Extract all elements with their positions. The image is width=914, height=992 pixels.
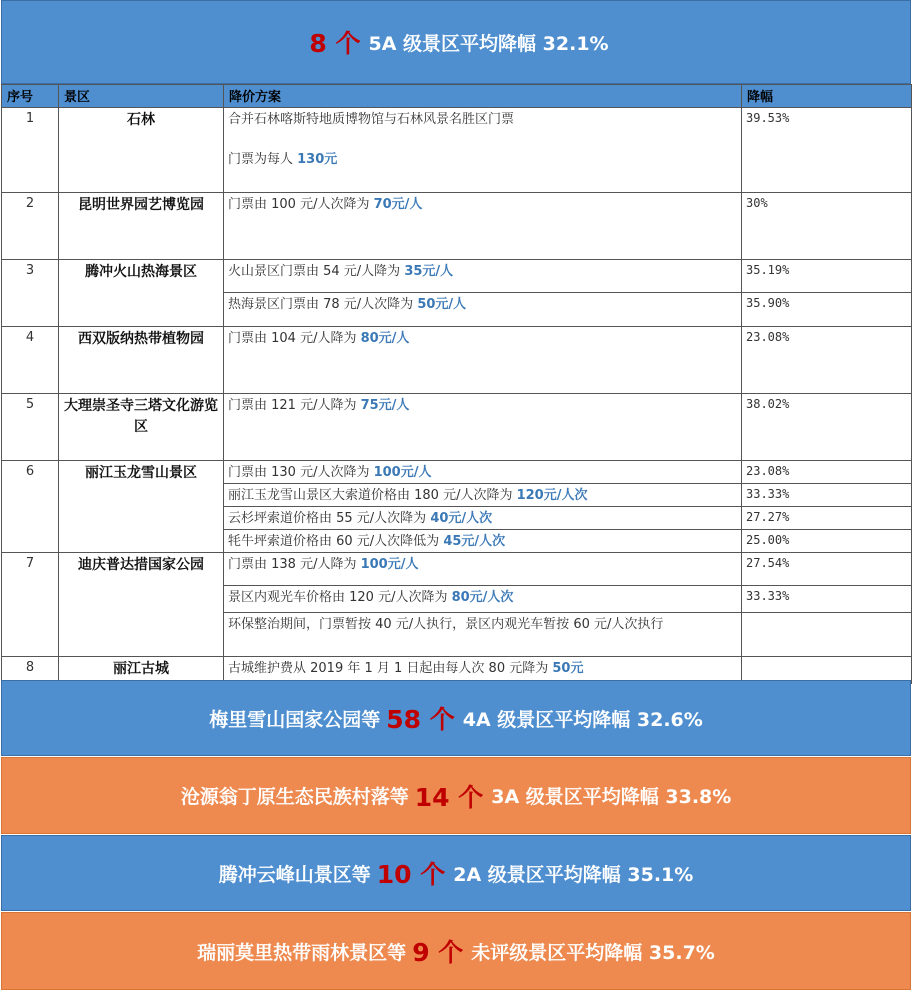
plan-text: 古城维护费从 2019 年 1 月 1 日起由每人次 80 元降为 [228, 661, 553, 676]
plan-cell [224, 108, 742, 193]
plan-cell: 环保整治期间，门票暂按 40 元/人执行，景区内观光车暂按 60 元/人次执行 [224, 613, 742, 657]
plan-text: 丽江玉龙雪山景区大索道价格由 180 元/人次降为 [228, 488, 517, 503]
row-index: 2 [2, 193, 59, 260]
scenic-name: 西双版纳热带植物园 [59, 327, 224, 394]
summary-banner-2a [1, 835, 911, 911]
plan-text: 景区内观光车价格由 120 元/人次降为 [228, 590, 452, 605]
rate-cell: 23.08% [742, 461, 912, 484]
plan-line: 合并石林喀斯特地质博物馆与石林风景名胜区门票 [228, 112, 515, 127]
banner-count: 10 个 [376, 860, 446, 889]
banner-count: 8 个 [309, 29, 361, 58]
plan-text: 门票由 100 元/人次降为 [228, 197, 374, 212]
banner-text: 腾冲云峰山景区等 [218, 863, 371, 886]
banner-text: 2A 级景区平均降幅 35.1% [453, 863, 694, 886]
table-row [2, 553, 912, 586]
new-price: 100元/人 [373, 465, 432, 480]
new-price: 40元/人次 [430, 511, 493, 526]
rate-cell: 27.27% [742, 507, 912, 530]
new-price: 50元/人 [417, 297, 467, 312]
rate-cell: 27.54% [742, 553, 912, 586]
table-row [2, 327, 912, 394]
plan-cell [224, 193, 742, 260]
plan-cell [224, 530, 742, 553]
new-price: 80元/人 [360, 331, 410, 346]
summary-banner-3a [1, 757, 911, 834]
rate-cell: 38.02% [742, 394, 912, 461]
plan-cell [224, 507, 742, 530]
scenic-name: 大理崇圣寺三塔文化游览区 [59, 394, 224, 461]
plan-cell [224, 461, 742, 484]
scenic-name: 迪庆普达措国家公园 [59, 553, 224, 657]
rate-cell: 33.33% [742, 484, 912, 507]
new-price: 130元 [297, 152, 338, 167]
header-index: 序号 [2, 85, 59, 108]
rate-cell: 33.33% [742, 586, 912, 613]
rate-cell: 30% [742, 193, 912, 260]
banner-count: 14 个 [414, 782, 484, 812]
banner-text: 5A 级景区平均降幅 32.1% [368, 32, 609, 55]
rate-cell [742, 613, 912, 657]
rate-cell: 35.90% [742, 293, 912, 327]
row-index: 6 [2, 461, 59, 553]
scenic-name: 石林 [59, 108, 224, 193]
plan-text: 火山景区门票由 54 元/人降为 [228, 264, 405, 279]
banner-text: 未评级景区平均降幅 35.7% [471, 941, 715, 964]
plan-line [228, 150, 737, 170]
row-index: 5 [2, 394, 59, 461]
banner-count: 58 个 [386, 705, 455, 734]
banner-text: 3A 级景区平均降幅 33.8% [491, 786, 732, 808]
header-plan: 降价方案 [224, 85, 742, 108]
rate-cell: 23.08% [742, 327, 912, 394]
header-rate: 降幅 [742, 85, 912, 108]
plan-text: 云杉坪索道价格由 55 元/人次降为 [228, 511, 431, 526]
plan-text: 门票由 121 元/人降为 [228, 398, 361, 413]
table-row [2, 260, 912, 293]
row-index: 3 [2, 260, 59, 327]
scenic-name: 腾冲火山热海景区 [59, 260, 224, 327]
banner-text: 瑞丽莫里热带雨林景区等 [197, 941, 407, 964]
banner-text: 梅里雪山国家公园等 [209, 708, 381, 731]
summary-banner-unrated [1, 912, 911, 990]
plan-cell [224, 553, 742, 586]
banner-count: 9 个 [412, 938, 464, 967]
new-price: 45元/人次 [443, 534, 506, 549]
scenic-name: 昆明世界园艺博览园 [59, 193, 224, 260]
table-header-row [2, 85, 912, 108]
plan-text: 门票为每人 [228, 152, 298, 167]
plan-cell [224, 394, 742, 461]
summary-banner-4a [1, 680, 911, 756]
top-summary-banner [1, 0, 911, 84]
table-row [2, 461, 912, 484]
new-price: 100元/人 [360, 557, 419, 572]
banner-text: 4A 级景区平均降幅 32.6% [462, 708, 703, 731]
new-price: 50元 [552, 661, 584, 676]
new-price: 70元/人 [373, 197, 423, 212]
table-row [2, 108, 912, 193]
rate-cell: 35.19% [742, 260, 912, 293]
table-row [2, 193, 912, 260]
row-index: 7 [2, 553, 59, 657]
row-index: 4 [2, 327, 59, 394]
plan-text: 门票由 130 元/人次降为 [228, 465, 374, 480]
plan-text: 门票由 104 元/人降为 [228, 331, 361, 346]
new-price: 120元/人次 [516, 488, 588, 503]
rate-cell: 39.53% [742, 108, 912, 193]
row-index: 8 [2, 657, 59, 684]
new-price: 80元/人次 [451, 590, 514, 605]
plan-cell [224, 586, 742, 613]
scenic-name: 丽江玉龙雪山景区 [59, 461, 224, 553]
table-row [2, 394, 912, 461]
scenic-name: 丽江古城 [59, 657, 224, 684]
plan-cell [224, 484, 742, 507]
plan-cell [224, 260, 742, 293]
plan-text: 牦牛坪索道价格由 60 元/人次降低为 [228, 534, 444, 549]
new-price: 35元/人 [404, 264, 454, 279]
banner-text: 沧源翁丁原生态民族村落等 [180, 786, 409, 808]
rate-cell: 25.00% [742, 530, 912, 553]
header-scenic: 景区 [59, 85, 224, 108]
plan-cell [224, 293, 742, 327]
row-index: 1 [2, 108, 59, 193]
new-price: 75元/人 [360, 398, 410, 413]
plan-text: 热海景区门票由 78 元/人次降为 [228, 297, 418, 312]
price-cut-table [1, 84, 912, 684]
plan-cell [224, 327, 742, 394]
plan-text: 门票由 138 元/人降为 [228, 557, 361, 572]
